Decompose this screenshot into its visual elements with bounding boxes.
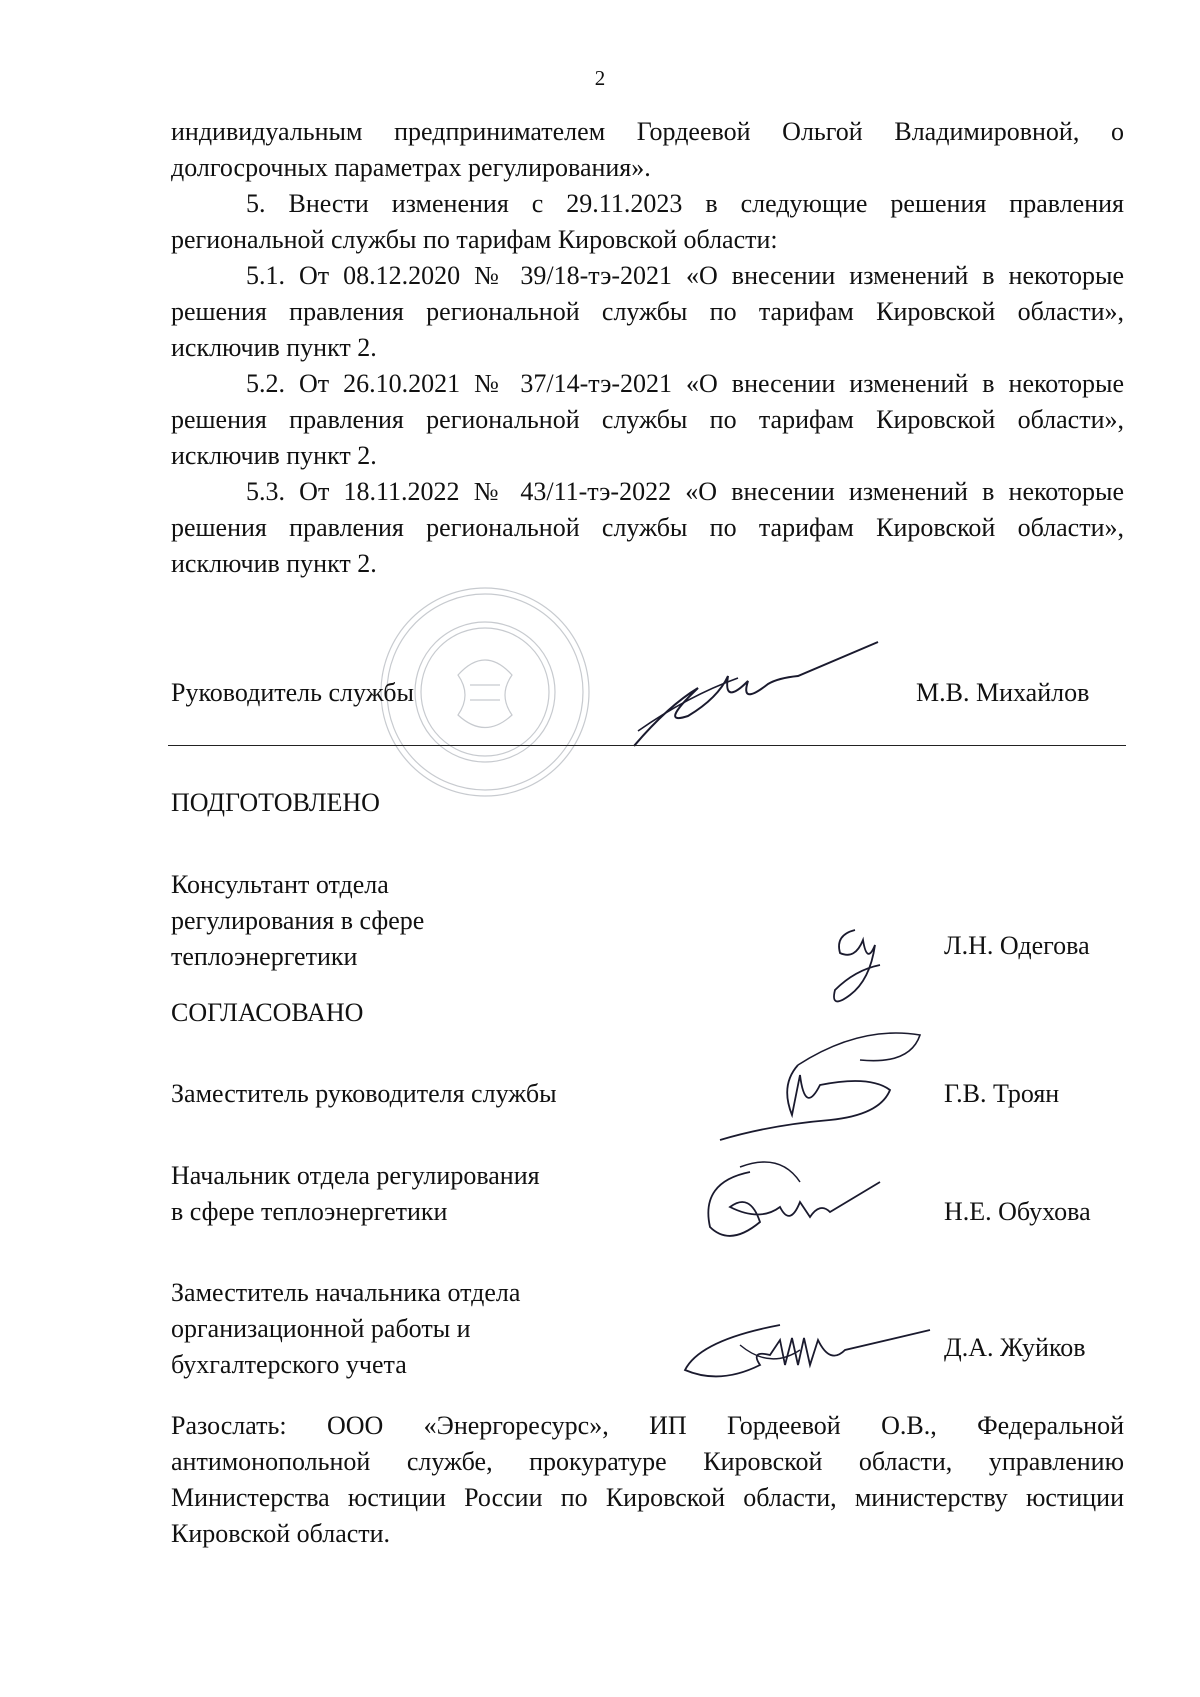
prepared-heading: ПОДГОТОВЛЕНО [171,788,380,817]
paragraph: индивидуальным предпринимателем Гордеевой Ольгой Владимировной, о долгосрочных параметрах регулирования». [171,117,1124,182]
position-line: регулирования в сфере [171,906,425,935]
signer-position: Заместитель руководителя службы [171,1079,557,1108]
signer-position [171,1158,540,1230]
head-name: М.В. Михайлов [916,678,1090,707]
head-position: Руководитель службы [171,678,414,707]
distribution-text: Разослать: ООО «Энергоресурс», ИП Гордеевой О.В., Федеральной антимонопольной службе, прокуратуре Кировской области, управлению Министерства юстиции России по Кировской области, министерству юстиции Кировской области. [171,1411,1124,1548]
position-line: бухгалтерского учета [171,1350,407,1379]
paragraph-item-5-2: 5.2. От 26.10.2021 № 37/14-тэ-2021 «О внесении изменений в некоторые решения правления региональной службы по тарифам Кировской области», исключив пункт 2. [171,369,1124,470]
body-text [171,114,1124,582]
position-line: теплоэнергетики [171,942,358,971]
prepared-name: Л.Н. Одегова [944,931,1090,960]
signature-obukhova-icon [690,1152,890,1252]
position-line: Консультант отдела [171,870,389,899]
position-line: Заместитель начальника отдела [171,1278,521,1307]
agreed-heading: СОГЛАСОВАНО [171,998,364,1027]
prepared-position [171,867,424,975]
position-line: организационной работы и [171,1314,471,1343]
distribution-block [171,1408,1124,1552]
signature-zhuykov-icon [680,1310,940,1390]
signature-odegova-icon [815,925,895,1015]
signer-name: Г.В. Троян [944,1079,1060,1108]
position-line: Начальник отдела регулирования [171,1161,540,1190]
paragraph-item-5: 5. Внести изменения с 29.11.2023 в следующие решения правления региональной службы по тарифам Кировской области: [171,189,1124,254]
head-signature-icon [628,636,883,751]
paragraph-item-5-3: 5.3. От 18.11.2022 № 43/11-тэ-2022 «О внесении изменений в некоторые решения правления региональной службы по тарифам Кировской области», исключив пункт 2. [171,477,1124,578]
position-line: в сфере теплоэнергетики [171,1197,448,1226]
signer-position [171,1275,520,1383]
separator-line [168,745,1126,746]
page-number: 2 [594,66,606,90]
signer-name: Д.А. Жуйков [944,1333,1086,1362]
paragraph-item-5-1: 5.1. От 08.12.2020 № 39/18-тэ-2021 «О внесении изменений в некоторые решения правления региональной службы по тарифам Кировской области», исключив пункт 2. [171,261,1124,362]
signature-troyan-icon [710,1015,940,1145]
signer-name: Н.Е. Обухова [944,1197,1091,1226]
